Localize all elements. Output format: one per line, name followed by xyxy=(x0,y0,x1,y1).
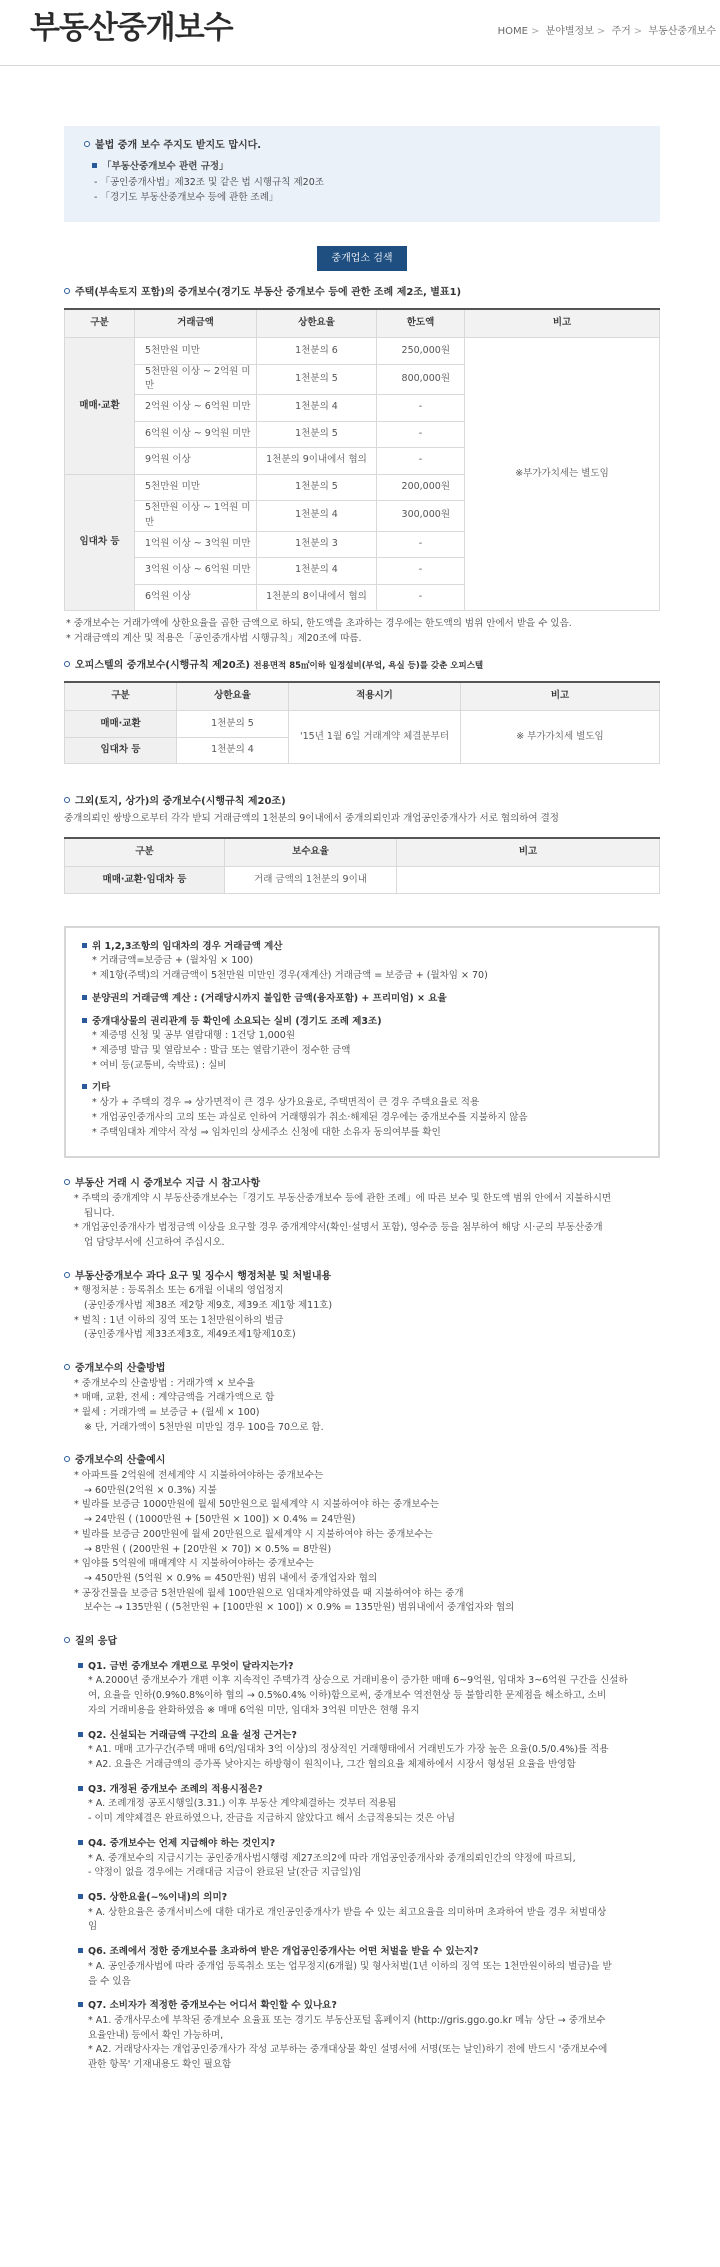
table-row: 매매·교환 1천분의 5 '15년 1월 6일 거래계약 체결분부터 ※ 부가가치세 별도임 xyxy=(65,711,660,738)
notice-main: 불법 중개 보수 주지도 받지도 맙시다. xyxy=(95,140,262,151)
breadcrumb: HOME > 분야별정보 > 주거 > 부동산중개보수 xyxy=(497,26,716,37)
qa-question: Q5. 상한요율(~%이내)의 의미? xyxy=(78,1891,660,1906)
info-block: 부동산중개보수 과다 요구 및 징수시 행정처분 및 처벌내용 * 행정처분 : 등록취소 또는 6개월 이내의 영업정지 (공인중개사법 제38조 제2항 제9호, 제39조 제1항 제11호) * 벌칙 : 1년 이하의 징역 또는 1천만원이하의 벌금 (공인중개사법 제33조제3호, 제49조제1항제10호) xyxy=(64,1269,660,1343)
bullet-icon xyxy=(64,797,70,803)
bullet-icon xyxy=(64,1364,70,1370)
bullet-icon xyxy=(64,288,70,294)
page-header xyxy=(0,0,720,66)
agency-search-button[interactable]: 중개업소 검색 xyxy=(317,246,406,272)
bullet-icon xyxy=(64,661,70,667)
col-header: 상한요율 xyxy=(257,309,377,338)
table-row: 9억원 이상 1천분의 9이내에서 협의 - xyxy=(65,448,660,475)
officetel-fee-table: 구분 상한요율 적용시기 비고 매매·교환 1천분의 5 '15년 1월 6일 거래계약 체결분부터 ※ 부가가치세 별도임 임대차 등 1천분의 4 xyxy=(64,681,660,765)
notice-box xyxy=(64,126,660,222)
table-row: 임대차 등 1천분의 4 xyxy=(65,737,660,764)
square-bullet-icon xyxy=(82,995,87,1000)
section1-title: 주택(부속토지 포함)의 중개보수(경기도 부동산 중개보수 등에 관한 조례 제2조, 별표1) xyxy=(75,287,462,299)
bullet-icon xyxy=(64,1179,70,1185)
breadcrumb-current[interactable]: 부동산중개보수 xyxy=(648,26,716,37)
table-row: 6억원 이상 1천분의 8이내에서 협의 - xyxy=(65,584,660,611)
qa-question: Q3. 개정된 중개보수 조례의 적용시점은? xyxy=(78,1783,660,1798)
section2-title: 오피스텔의 중개보수(시행규칙 제20조) xyxy=(75,660,250,672)
qa-question: Q2. 신설되는 거래금액 구간의 요율 설정 근거는? xyxy=(78,1729,660,1744)
col-header: 한도액 xyxy=(377,309,465,338)
table-row: 5천만원 이상 ~ 2억원 미만 1천분의 5 800,000원 xyxy=(65,364,660,394)
notice-sub: 「부동산중개보수 관련 규정」 xyxy=(102,160,229,172)
table-row: 1억원 이상 ~ 3억원 미만 1천분의 3 - xyxy=(65,531,660,558)
square-bullet-icon xyxy=(82,1018,87,1023)
page-title: 부동산중개보수 xyxy=(30,10,233,46)
group-label: 임대차 등 xyxy=(65,474,135,610)
qa-question: Q1. 금번 중개보수 개편으로 무엇이 달라지는가? xyxy=(78,1660,660,1675)
table-row: 3억원 이상 ~ 6억원 미만 1천분의 4 - xyxy=(65,558,660,585)
info-block: 중개보수의 산출방법 * 중개보수의 산출방법 : 거래가액 × 보수율 * 매매, 교환, 전세 : 계약금액을 거래가액으로 함 * 월세 : 거래가액 = 보증금 + (월세 × 100) ※ 단, 거래가액이 5천만원 미만일 경우 100을 70으로 함. xyxy=(64,1361,660,1435)
square-bullet-icon xyxy=(82,943,87,948)
other-fee-table: 구분 보수요율 비고 매매·교환·임대차 등 거래 금액의 1천분의 9이내 xyxy=(64,837,660,894)
table-row: 2억원 이상 ~ 6억원 미만 1천분의 4 - xyxy=(65,395,660,422)
section3-desc: 중개의뢰인 쌍방으로부터 각각 받되 거래금액의 1천분의 9이내에서 중개의뢰인과 개업공인중개사가 서로 협의하여 결정 xyxy=(64,812,559,824)
breadcrumb-home[interactable]: HOME xyxy=(497,26,528,37)
square-bullet-icon xyxy=(82,1084,87,1089)
breadcrumb-field[interactable]: 분야별정보 xyxy=(545,26,594,37)
info-block: 중개보수의 산출예시 * 아파트를 2억원에 전세계약 시 지불하여야하는 중개보수는 → 60만원(2억원 × 0.3%) 지불 * 빌라를 보증금 1000만원에 월세 50만원으로 월세계약 시 지불하여야 하는 중개보수는 → 24만원 ( (1000만원 + [50만원 × 100]) × 0.4% = 24만원) * 빌라를 보증금 200만원에 월세 20만원으로 월세계약 시 지불하여야 하는 중개보수는 → 8만원 ( (200만원 + [20만원 × 70]) × 0.5% = 8만원) * 임야를 5억원에 매매계약 시 지불하여야하는 중개보수는 → 450만원 (5억원 × 0.9% = 450만원) 범위 내에서 중개업자와 협의 * 공장건물을 보증금 5천만원에 월세 100만원으로 임대차계약하였을 때 지불하여야 하는 중개 보수는 → 135만원 ( (5천만원 + [100만원 × 100]) × 0.9% = 135만원) 범위내에서 중개업자와 협의 xyxy=(64,1453,660,1616)
section2-title-sub: 전용면적 85㎡이하 일정설비(부엌, 욕실 등)를 갖춘 오피스텔 xyxy=(253,661,484,672)
table-row: 6억원 이상 ~ 9억원 미만 1천분의 5 - xyxy=(65,421,660,448)
qa-question: Q4. 중개보수는 언제 지급해야 하는 것인지? xyxy=(78,1837,660,1852)
remark-cell: ※부가가치세는 별도임 xyxy=(465,338,660,611)
col-header: 비고 xyxy=(465,309,660,338)
table-row: 매매·교환 5천만원 미만 1천분의 6 250,000원 ※부가가치세는 별도임 xyxy=(65,338,660,365)
notice-item: - 「공인중개사법」제32조 및 같은 법 시행규칙 제20조 xyxy=(94,177,324,189)
bullet-icon xyxy=(64,1272,70,1278)
section3-title: 그외(토지, 상가)의 중개보수(시행규칙 제20조) xyxy=(75,796,286,808)
bullet-icon xyxy=(64,1637,70,1643)
bullet-icon xyxy=(64,1456,70,1462)
qa-question: Q6. 조례에서 정한 중개보수를 초과하여 받은 개업공인중개사는 어떤 처벌을 받을 수 있는지? xyxy=(78,1945,660,1960)
col-header: 구분 xyxy=(65,309,135,338)
group-label: 매매·교환 xyxy=(65,338,135,474)
breadcrumb-housing[interactable]: 주거 xyxy=(611,26,631,37)
section1-notes: * 중개보수는 거래가액에 상한요율을 곱한 금액으로 하되, 한도액을 초과하는 경우에는 한도액의 범위 안에서 받을 수 있음. * 거래금액의 계산 및 적용은「공인중개사법 시행규칙」제20조에 따름. xyxy=(66,618,572,644)
bullet-icon xyxy=(84,141,90,147)
qa-title: 질의 응답 xyxy=(75,1636,118,1648)
table-row: 매매·교환·임대차 등 거래 금액의 1천분의 9이내 xyxy=(65,867,660,894)
table-row: 5천만원 이상 ~ 1억원 미만 1천분의 4 300,000원 xyxy=(65,501,660,531)
qa-section: 질의 응답 Q1. 금번 중개보수 개편으로 무엇이 달라지는가? * A.2000년 중개보수가 개편 이후 지속적인 주택가격 상승으로 거래비용이 증가한 매매 6~9억원, 임대차 3~6억원 구간을 신설하 여, 요율을 인하(0.9%0.8%이하 협의 → 0.5%0.4% 이하)함으로써, 중개보수 역전현상 등 불합리한 문제점을 해소하고, 소비 자의 거래비용을 완화하였음 ※ 매매 6억원 미만, 임대차 3억원 미만은 현행 유지 Q2. 신설되는 거래금액 구간의 요율 설정 근거는? * A1. 매매 고가구간(주택 매매 6억/임대차 3억 이상)의 정상적인 거래행태에서 거래빈도가 가장 높은 요율(0.5/0.4%)를 적용 * A2. 요율은 거래금액의 증가폭 낮아지는 하방형이 원칙이나, 그간 협의요율 체제하에서 시장서 형성된 요율을 반영함 Q3. 개정된 중개보수 조례의 적용시점은? * A. 조례개정 공포시행일(3.31.) 이후 부동산 계약체결하는 것부터 적용됨 - 이미 계약체결은 완료하였으나, 잔금을 지급하지 않았다고 해서 소급적용되는 것은 아님 Q4. 중개보수는 언제 지급해야 하는 것인지? * A. 중개보수의 지급시기는 공인중개사법시행령 제27조의2에 따라 개업공인중개사와 중개의뢰인간의 약정에 따르되, - 약정이 없을 경우에는 거래대금 지급이 완료된 날(잔금 지급일)임 Q5. 상한요율(~%이내)의 의미? * A. 상한요율은 중개서비스에 대한 대가로 개인공인중개사가 받을 수 있는 최고요율을 의미하며 초과하여 받을 경우 처벌대상 임 Q6. 조례에서 정한 중개보수를 초과하여 받은 개업공인중개사는 어떤 처벌을 받을 수 있는지? * A. 공인중개사법에 따라 중개업 등록취소 또는 업무정지(6개월) 및 형사처벌(1년 이하의 징역 또는 1천만원이하의 벌금)을 받 을 수 있음 Q7. 소비자가 적정한 중개보수는 어디서 확인할 수 있나요? * A1. 중개사무소에 부착된 중개보수 요율표 또는 경기도 부동산포털 홈페이지 (http://gris.ggo.go.kr 메뉴 상단 → 중개보수 요율안내) 등에서 확인 가능하며, * A2. 거래당사자는 개업공인중개사가 작성 교부하는 중개대상물 확인 설명서에 서명(또는 날인)하기 전에 반드시 '중개보수에 관한 항목' 기재내용도 확인 필요함 xyxy=(64,1634,660,2073)
col-header: 거래금액 xyxy=(135,309,257,338)
housing-fee-table xyxy=(64,308,660,611)
content xyxy=(64,126,660,2073)
calc-info-box: 위 1,2,3조항의 임대차의 경우 거래금액 계산 * 거래금액=보증금 + (월차임 × 100) * 제1항(주택)의 거래금액이 5천만원 미만인 경우(재계산) 거래금액 = 보증금 + (월차임 × 70) 분양권의 거래금액 계산 : (거래당시까지 불입한 금액(융자포함) + 프리미엄) × 요율 중개대상물의 권리관계 등 확인에 소요되는 실비 (경기도 조례 제3조) * 제증명 신청 및 공부 열람대행 : 1건당 1,000원 * 제증명 발급 및 열람보수 : 발급 또는 열람기관이 정수한 금액 * 여비 등(교통비, 숙박료) : 실비 기타 * 상가 + 주택의 경우 ⇒ 상가면적이 큰 경우 상가요율로, 주택면적이 큰 경우 주택요율로 적용 * 개업공인중개사의 고의 또는 과실로 인하여 거래행위가 취소·해제된 경우에는 중개보수를 지불하지 않음 * 주택임대차 계약서 작성 ⇒ 임차인의 상세주소 신청에 대한 소유자 동의여부를 확인 xyxy=(64,926,660,1159)
notice-item: - 「경기도 부동산중개보수 등에 관한 조례」 xyxy=(94,191,279,203)
qa-question: Q7. 소비자가 적정한 중개보수는 어디서 확인할 수 있나요? xyxy=(78,1999,660,2014)
table-row: 임대차 등 5천만원 미만 1천분의 5 200,000원 xyxy=(65,474,660,501)
info-block: 부동산 거래 시 중개보수 지급 시 참고사항 * 주택의 중개계약 시 부동산중개보수는「경기도 부동산중개보수 등에 관한 조례」에 따른 보수 및 한도액 범위 안에서 지불하시면 됩니다. * 개업공인중개사가 법정금액 이상을 요구할 경우 중개계약서(확인·설명서 포함), 영수증 등을 첨부하여 해당 시·군의 부동산중개 업 담당부서에 신고하여 주십시오. xyxy=(64,1176,660,1250)
square-bullet-icon xyxy=(92,163,97,168)
